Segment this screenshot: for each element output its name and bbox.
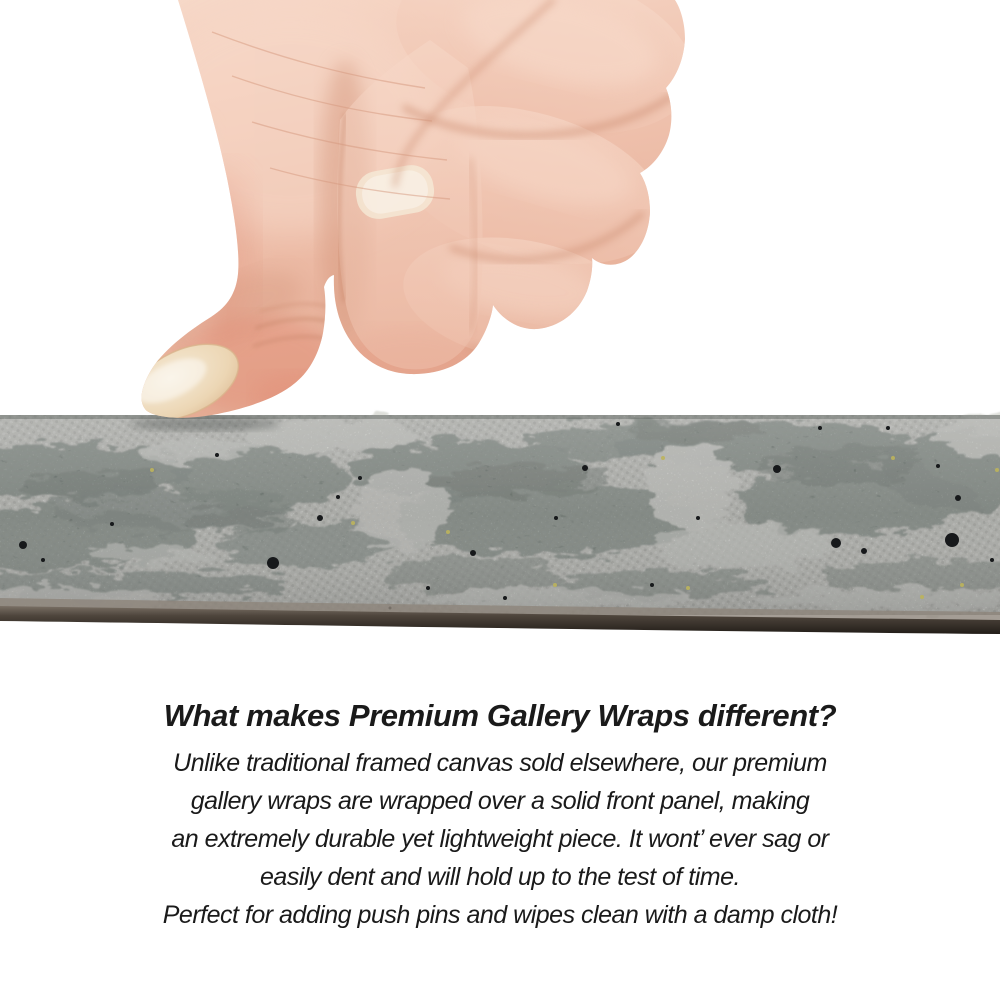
caption-line-2: gallery wraps are wrapped over a solid front panel, making	[190, 787, 810, 815]
hand-pressing-canvas	[120, 0, 712, 435]
caption	[0, 697, 1000, 934]
caption-line-3: an extremely durable yet lightweight piece. It wont’ ever sag or	[171, 825, 829, 853]
canvas-face-shading	[0, 415, 1000, 615]
canvas-strip	[0, 413, 1000, 634]
caption-line-1: Unlike traditional framed canvas sold elsewhere, our premium	[173, 749, 827, 777]
canvas-top-edge-line	[0, 415, 1000, 419]
caption-line-4: easily dent and will hold up to the test of time.	[260, 863, 740, 891]
thumb-contact-shadow	[130, 417, 280, 431]
caption-title: What makes Premium Gallery Wraps different?	[163, 698, 837, 733]
caption-line-5: Perfect for adding push pins and wipes clean with a damp cloth!	[162, 901, 838, 929]
